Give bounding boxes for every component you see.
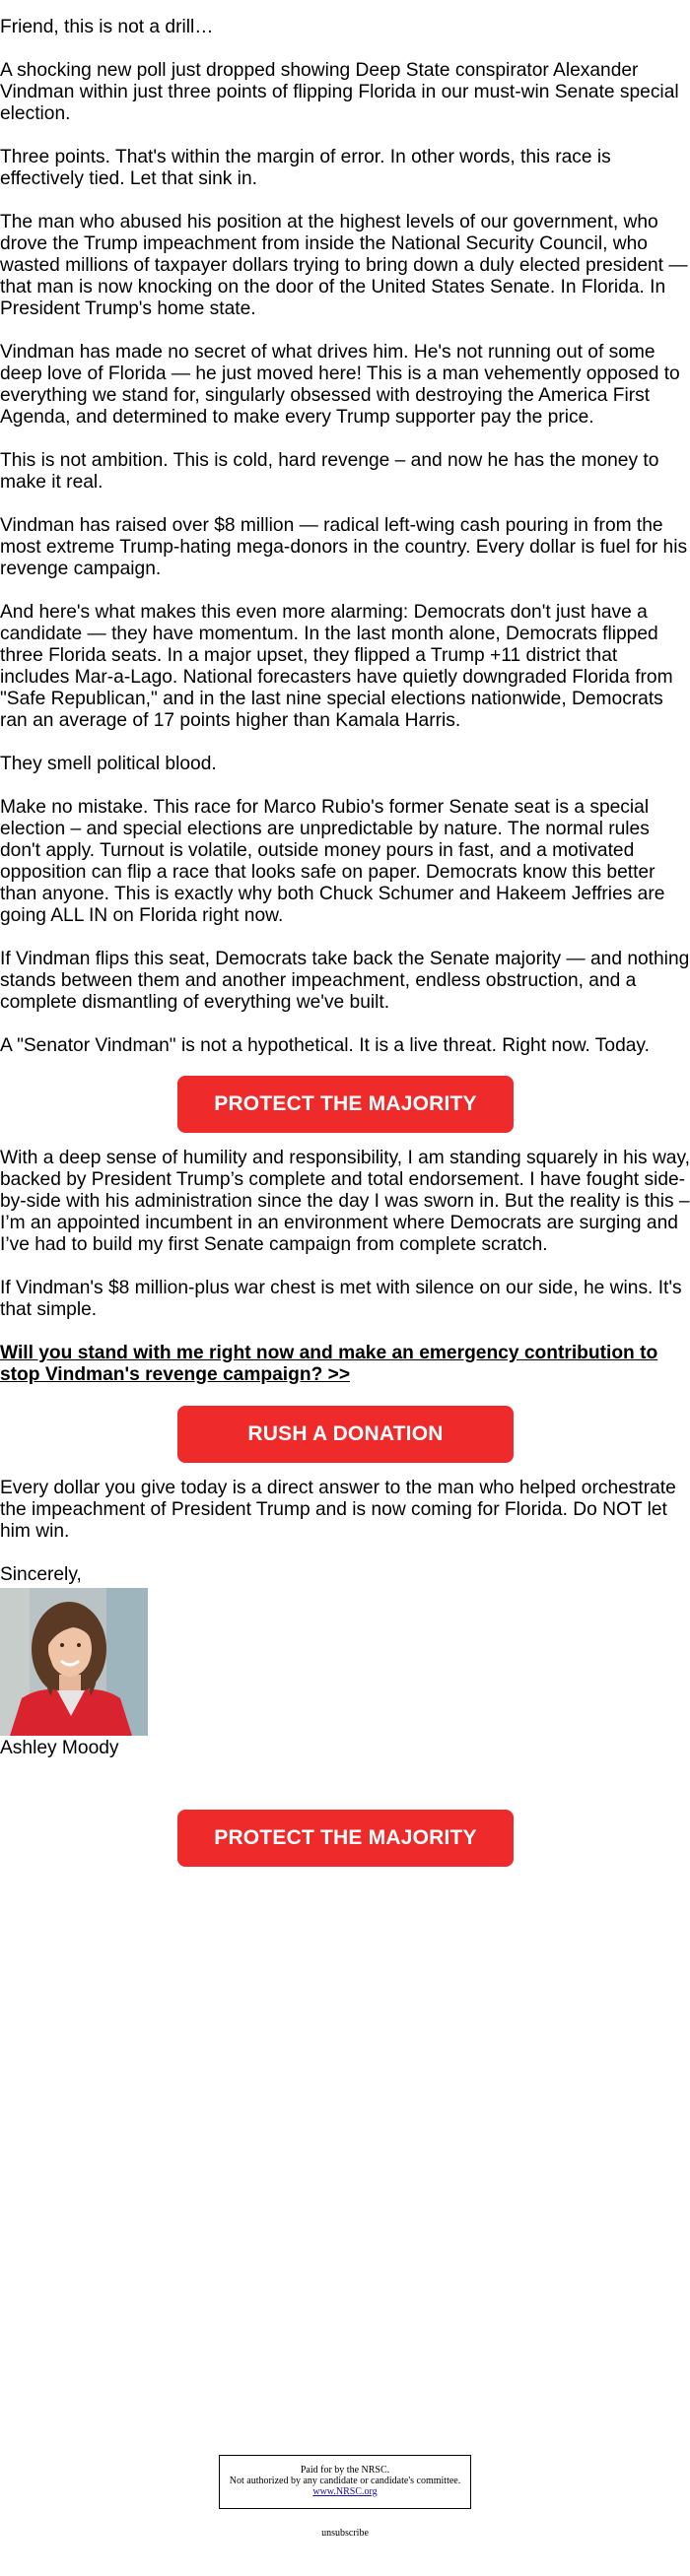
paragraph-war-chest: If Vindman's $8 million-plus war chest is met with silence on our side, he wins. It's that simple. (0, 1278, 682, 1320)
emergency-contribution-link-text[interactable]: Will you stand with me right now and make an emergency contribution to stop Vindman's revenge campaign? >> (0, 1343, 658, 1385)
paragraph-live-threat: A "Senator Vindman" is not a hypothetical. It is a live threat. Right now. Today. (0, 1035, 650, 1056)
emergency-contribution-link[interactable] (0, 1343, 690, 1386)
paragraph-man-who-abused: The man who abused his position at the highest levels of our government, who drove the Trump impeachment from inside the National Security Council, who wasted millions of taxpayer dollars trying to bring down a duly elected president — that man is now knocking on the door of the United States Senate. In Florida. In President Trump's home state. (0, 212, 688, 319)
paid-for-text: Paid for by the NRSC. (300, 2465, 390, 2476)
paragraph-every-dollar: Every dollar you give today is a direct answer to the man who helped orchestrate the impeachment of President Trump and is now coming for Florida. Do NOT let him win. (0, 1478, 676, 1542)
paragraph-raised: Vindman has raised over $8 million — radical left-wing cash pouring in from the most extreme Trump-hating mega-donors in the country. Every dollar is fuel for his revenge campaign. (0, 515, 688, 579)
rush-donation-button[interactable]: RUSH A DONATION (177, 1406, 514, 1463)
protect-majority-button-bottom[interactable]: PROTECT THE MAJORITY (177, 1810, 514, 1867)
paragraph-flips-seat: If Vindman flips this seat, Democrats take back the Senate majority — and nothing stands between them and another impeachment, endless obstruction, and a complete dismantling of everything we've built. (0, 949, 690, 1013)
paragraph-no-secret: Vindman has made no secret of what drives him. He's not running out of some deep love of Florida — he just moved here! This is a man vehemently opposed to everything we stand for, singularly obsessed with destroying the America First Agenda, and determined to make every Trump supporter pay the price. (0, 342, 680, 428)
greeting: Friend, this is not a drill… (0, 17, 214, 37)
paragraph-three-points: Three points. That's within the margin of error. In other words, this race is effectively tied. Let that sink in. (0, 147, 611, 189)
unsubscribe-link[interactable]: unsubscribe (321, 2528, 369, 2539)
paragraph-poll: A shocking new poll just dropped showing Deep State conspirator Alexander Vindman within just three points of flipping Florida in our must-win Senate special election. (0, 60, 679, 124)
protect-majority-button[interactable]: PROTECT THE MAJORITY (177, 1076, 514, 1133)
paragraph-smell-blood: They smell political blood. (0, 754, 217, 774)
paragraph-not-ambition: This is not ambition. This is cold, hard revenge – and now he has the money to make it real. (0, 450, 659, 493)
nrsc-link[interactable]: www.NRSC.org (312, 2486, 378, 2497)
signer-name: Ashley Moody (0, 1738, 119, 1758)
paragraph-humility: With a deep sense of humility and responsibility, I am standing squarely in his way, backed by President Trump’s complete and total endorsement. I have fought side-by-side with his administration since the day I was sworn in. But the reality is this – I’m an appointed incumbent in an environment where Democrats are surging and I’ve had to build my first Senate campaign from complete scratch. (0, 1148, 690, 1255)
signer-portrait (0, 1588, 148, 1736)
closing: Sincerely, (0, 1564, 82, 1585)
paragraph-alarming: And here's what makes this even more alarming: Democrats don't just have a candidate — they have momentum. In the last month alone, Democrats flipped three Florida seats. In a major upset, they flipped a Trump +11 district that includes Mar-a-Lago. National forecasters have quietly downgraded Florida from "Safe Republican," and in the last nine special elections nationwide, Democrats ran an average of 17 points higher than Kamala Harris. (0, 602, 673, 731)
paragraph-no-mistake: Make no mistake. This race for Marco Rubio's former Senate seat is a special election – and special elections are unpredictable by nature. The normal rules don't apply. Turnout is volatile, outside money pours in fast, and a motivated opposition can flip a race that looks safe on paper. Democrats know this better than anyone. This is exactly why both Chuck Schumer and Hakeem Jeffries are going ALL IN on Florida right now. (0, 797, 665, 926)
signer-photo (0, 1588, 148, 1736)
not-authorized-text: Not authorized by any candidate or candidate's committee. (229, 2476, 461, 2486)
disclaimer-box (219, 2455, 471, 2509)
